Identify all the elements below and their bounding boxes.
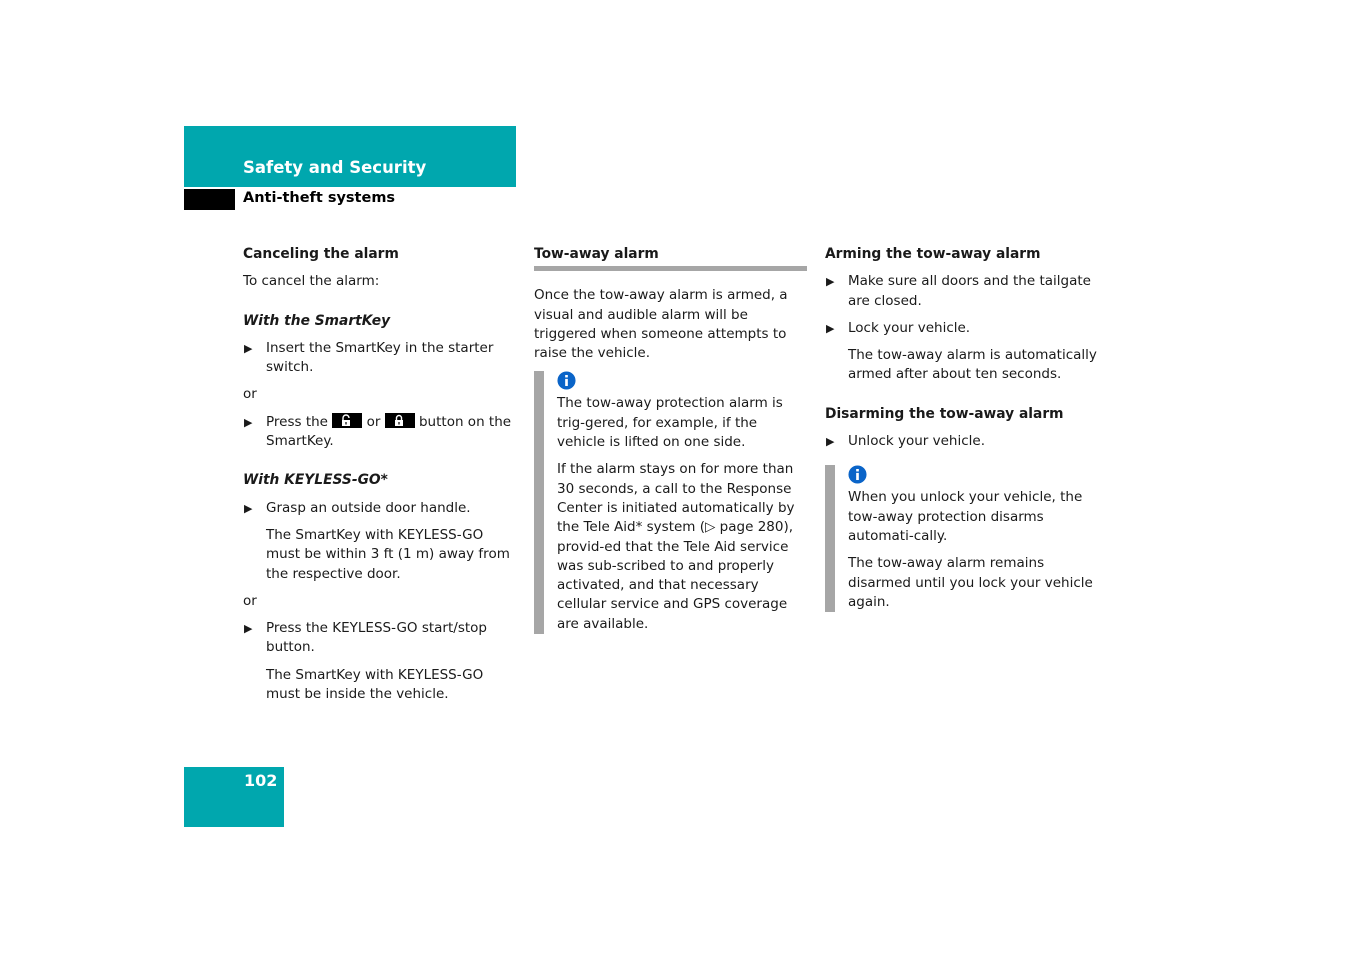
step-lock-vehicle (825, 319, 1101, 338)
step-text: Grasp an outside door handle. (266, 499, 471, 516)
page-number: 102 (244, 771, 278, 790)
play-arrow-icon: ▶ (244, 501, 253, 515)
info-text: When you unlock your vehicle, the tow-away protection disarms automati-cally. (848, 489, 1083, 544)
heading-with-smartkey: With the SmartKey (243, 312, 391, 329)
heading-canceling-alarm: Canceling the alarm (243, 246, 399, 262)
heading-rule (534, 266, 807, 271)
play-arrow-icon: ▶ (826, 321, 835, 335)
play-arrow-icon: ▶ (826, 275, 835, 289)
play-arrow-icon: ▶ (244, 622, 253, 636)
note-startstop: The SmartKey with KEYLESS-GO must be inside the vehicle. (266, 666, 484, 703)
heading-with-keyless-go: With KEYLESS-GO* (243, 472, 388, 489)
step-text: Unlock your vehicle. (848, 433, 985, 450)
column-arming-disarming (825, 245, 1101, 616)
play-arrow-icon: ▶ (244, 341, 253, 355)
heading-disarming: Disarming the tow-away alarm (825, 405, 1064, 422)
step-text-suffix: button on the SmartKey. (266, 413, 512, 450)
step-insert-smartkey (243, 339, 515, 378)
step-text: Make sure all doors and the tailgate are closed. (848, 273, 1091, 309)
subsection-title: Anti-theft systems (243, 190, 396, 206)
step-unlock-vehicle (825, 432, 1101, 451)
or-text: or (243, 592, 257, 609)
heading-tow-away-alarm: Tow-away alarm (534, 246, 659, 262)
info-icon (848, 465, 867, 484)
or-text: or (243, 386, 257, 403)
info-note-tow-away (534, 371, 807, 634)
info-bar (825, 465, 835, 612)
column-tow-away-alarm (534, 245, 807, 638)
step-text: Insert the SmartKey in the starter switch. (266, 339, 494, 376)
info-icon (557, 371, 576, 390)
info-text: The tow-away alarm remains disarmed until you lock your vehicle again. (848, 555, 1093, 610)
step-press-button (243, 413, 515, 452)
info-text: The tow-away protection alarm is trig-gered, for example, if the vehicle is lifted on one side. (557, 395, 783, 451)
info-text: If the alarm stays on for more than 30 seconds, a call to the Response Center is initiated automatically by the Tele Aid* system (▷ page 280), provid-ed that the Tele Aid service was sub-scribed to and properly activated, and that necessary cellular service and GPS coverage are available. (557, 461, 795, 632)
note-lock: The tow-away alarm is automatically armed after about ten seconds. (848, 347, 1097, 383)
step-grasp-handle (243, 499, 515, 518)
info-bar (534, 371, 544, 634)
step-press-startstop (243, 619, 515, 658)
subsection-marker (184, 189, 235, 210)
step-close-doors (825, 272, 1101, 311)
header-band (184, 126, 516, 187)
step-text-prefix: Press the (266, 413, 328, 430)
step-text-or: or (366, 413, 381, 430)
section-title: Safety and Security (243, 158, 427, 177)
column-canceling-alarm (243, 245, 515, 712)
unlock-icon (332, 413, 362, 428)
step-text: Press the KEYLESS-GO start/stop button. (266, 620, 487, 656)
play-arrow-icon: ▶ (826, 435, 835, 449)
tow-away-intro: Once the tow-away alarm is armed, a visual and audible alarm will be triggered when someone attempts to raise the vehicle. (534, 287, 788, 362)
play-arrow-icon: ▶ (244, 415, 253, 429)
lock-icon (385, 413, 415, 428)
intro-text: To cancel the alarm: (243, 273, 380, 290)
note-grasp: The SmartKey with KEYLESS-GO must be within 3 ft (1 m) away from the respective door. (266, 526, 510, 582)
step-text: Lock your vehicle. (848, 319, 971, 336)
heading-arming: Arming the tow-away alarm (825, 246, 1041, 262)
info-note-disarm (825, 465, 1101, 612)
